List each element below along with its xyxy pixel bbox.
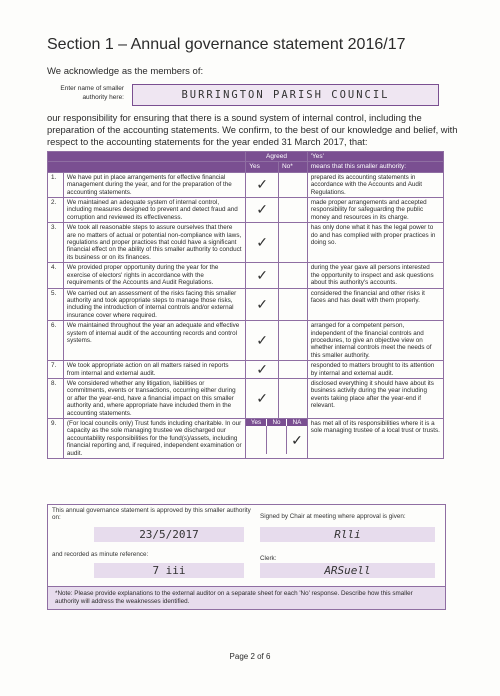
row-meaning: considered the financial and other risks it faces and has dealt with them properly. bbox=[307, 288, 443, 321]
row-statement: We took appropriate action on all matters raised in reports from internal and external audit. bbox=[63, 361, 245, 379]
table-row bbox=[48, 172, 444, 197]
row9-yes-box[interactable] bbox=[246, 426, 267, 454]
table-row bbox=[48, 263, 444, 288]
row-yes-tick[interactable]: ✓ bbox=[246, 378, 279, 418]
row-number: 2. bbox=[48, 198, 64, 223]
row-no-box[interactable] bbox=[278, 263, 307, 288]
row-no-box[interactable] bbox=[278, 288, 307, 321]
table-row bbox=[48, 378, 444, 418]
row-yes-tick[interactable]: ✓ bbox=[246, 263, 279, 288]
row-no-box[interactable] bbox=[278, 223, 307, 263]
acknowledgement-text: We acknowledge as the members of: bbox=[47, 66, 204, 77]
row-number: 1. bbox=[48, 172, 64, 197]
row-yes-tick[interactable]: ✓ bbox=[246, 198, 279, 223]
minute-ref-field[interactable]: 7 iii bbox=[94, 563, 244, 578]
table-row bbox=[48, 419, 444, 459]
row-statement: We considered whether any litigation, liabilities or commitments, events or transactions, occurring either during or after the year-end, have a financial impact on this smaller authority and, where appropriate have included them in the accounting statements. bbox=[63, 378, 245, 418]
row-yes-tick[interactable]: ✓ bbox=[246, 223, 279, 263]
row-number: 9. bbox=[48, 419, 64, 459]
row-number: 4. bbox=[48, 263, 64, 288]
row-statement: We took all reasonable steps to assure ourselves that there are no matters of actual or potential non-compliance with laws, regulations and proper practices that could have a significant financial effect on the ability of this smaller authority to conduct its business or on its finances. bbox=[63, 223, 245, 263]
row9-na-label: NA bbox=[287, 419, 307, 426]
row-number: 6. bbox=[48, 321, 64, 361]
authority-name-field[interactable]: BURRINGTON PARISH COUNCIL bbox=[132, 84, 439, 106]
row-meaning: has met all of its responsibilities where it is a sole managing trustee of a local trust or trusts. bbox=[307, 419, 443, 459]
row-yes-tick[interactable]: ✓ bbox=[246, 172, 279, 197]
row-no-box[interactable] bbox=[278, 361, 307, 379]
row-yes-tick[interactable]: ✓ bbox=[246, 288, 279, 321]
yes-meaning-subheader: means that this smaller authority: bbox=[307, 162, 443, 172]
row-no-box[interactable] bbox=[278, 321, 307, 361]
no-column-header: No* bbox=[278, 162, 307, 172]
row-no-box[interactable] bbox=[278, 198, 307, 223]
row-statement: We have put in place arrangements for effective financial management during the year, and for the preparation of the accounting statements. bbox=[63, 172, 245, 197]
row-statement: We maintained throughout the year an adequate and effective system of internal audit of the accounting records and control systems. bbox=[63, 321, 245, 361]
row-meaning: prepared its accounting statements in accordance with the Accounts and Audit Regulations. bbox=[307, 172, 443, 197]
governance-table bbox=[47, 151, 444, 459]
page-title: Section 1 – Annual governance statement 2016/17 bbox=[47, 36, 406, 53]
row-yes-tick[interactable]: ✓ bbox=[246, 361, 279, 379]
row-no-box[interactable] bbox=[278, 378, 307, 418]
row-statement: We carried out an assessment of the risks facing this smaller authority and took appropriate steps to manage those risks, including the introduction of internal controls and/or external insurance cover where required. bbox=[63, 288, 245, 321]
row-number: 3. bbox=[48, 223, 64, 263]
table-header-row bbox=[48, 152, 444, 162]
chair-signed-label: Signed by Chair at meeting where approval is given: bbox=[260, 513, 406, 520]
row-statement: We maintained an adequate system of internal control, including measures designed to prevent and detect fraud and corruption and reviewed its effectiveness. bbox=[63, 198, 245, 223]
table-row bbox=[48, 361, 444, 379]
row-meaning: has only done what it has the legal power to do and has complied with proper practices in doing so. bbox=[307, 223, 443, 263]
row-meaning: disclosed everything it should have about its business activity during the year including events taking place after the year-end if relevant. bbox=[307, 378, 443, 418]
yes-meaning-header bbox=[307, 152, 443, 162]
table-row bbox=[48, 288, 444, 321]
table-subheader-row bbox=[48, 162, 444, 172]
clerk-label: Clerk: bbox=[260, 555, 277, 562]
row-meaning: arranged for a competent person, independent of the financial controls and procedures, to give an objective view on whether internal controls meet the needs of this smaller authority. bbox=[307, 321, 443, 361]
row9-no-label: No bbox=[267, 419, 288, 426]
yes-column-header: Yes bbox=[246, 162, 279, 172]
approved-label: This annual governance statement is approved by this smaller authority on: bbox=[52, 507, 251, 521]
row-meaning: during the year gave all persons interested the opportunity to inspect and ask questions about this authority's accounts. bbox=[307, 263, 443, 288]
statement-rows bbox=[48, 172, 444, 418]
footnote-box: *Note: Please provide explanations to the external auditor on a separate sheet for each 'No' response. Describe how this smaller authority will address the weaknesses identified. bbox=[47, 586, 446, 610]
chair-signature[interactable]: Rlli bbox=[260, 527, 435, 542]
page-number: Page 2 of 6 bbox=[229, 652, 271, 661]
row-statement: (For local councils only) Trust funds including charitable. In our capacity as the sole managing trustee we discharged our accountability responsibilities for the fund(s)/assets, including financial reporting and, if required, independent examination or audit. bbox=[63, 419, 245, 459]
row9-yes-label: Yes bbox=[246, 419, 267, 426]
clerk-signature[interactable]: ARSuell bbox=[260, 563, 435, 578]
row-statement: We provided proper opportunity during the year for the exercise of electors' rights in accordance with the requirements of the Accounts and Audit Regulations. bbox=[63, 263, 245, 288]
table-row bbox=[48, 321, 444, 361]
authority-name-label: Enter name of smaller authority here: bbox=[60, 85, 124, 101]
row9-answer-cell bbox=[246, 419, 308, 459]
intro-paragraph: our responsibility for ensuring that there is a sound system of internal control, including the preparation of the accounting statements. We confirm, to the best of our knowledge and belief, with respect to the accounting statements for the year ended 31 March 2017, that: bbox=[47, 112, 458, 147]
approval-date-field[interactable]: 23/5/2017 bbox=[94, 527, 244, 542]
yes-meaning-title: 'Yes' bbox=[310, 153, 324, 160]
minute-ref-label: and recorded as minute reference: bbox=[52, 551, 149, 558]
row-meaning: responded to matters brought to its attention by internal and external audit. bbox=[307, 361, 443, 379]
row-no-box[interactable] bbox=[278, 172, 307, 197]
table-row bbox=[48, 223, 444, 263]
table-row bbox=[48, 198, 444, 223]
row9-na-tick[interactable]: ✓ bbox=[291, 432, 303, 449]
agreed-header: Agreed bbox=[246, 152, 308, 162]
row-meaning: made proper arrangements and accepted responsibility for safeguarding the public money and resources in its charge. bbox=[307, 198, 443, 223]
row-number: 8. bbox=[48, 378, 64, 418]
row-number: 7. bbox=[48, 361, 64, 379]
row9-no-box[interactable] bbox=[267, 426, 288, 454]
row-number: 5. bbox=[48, 288, 64, 321]
row-yes-tick[interactable]: ✓ bbox=[246, 321, 279, 361]
approval-section bbox=[47, 504, 446, 589]
